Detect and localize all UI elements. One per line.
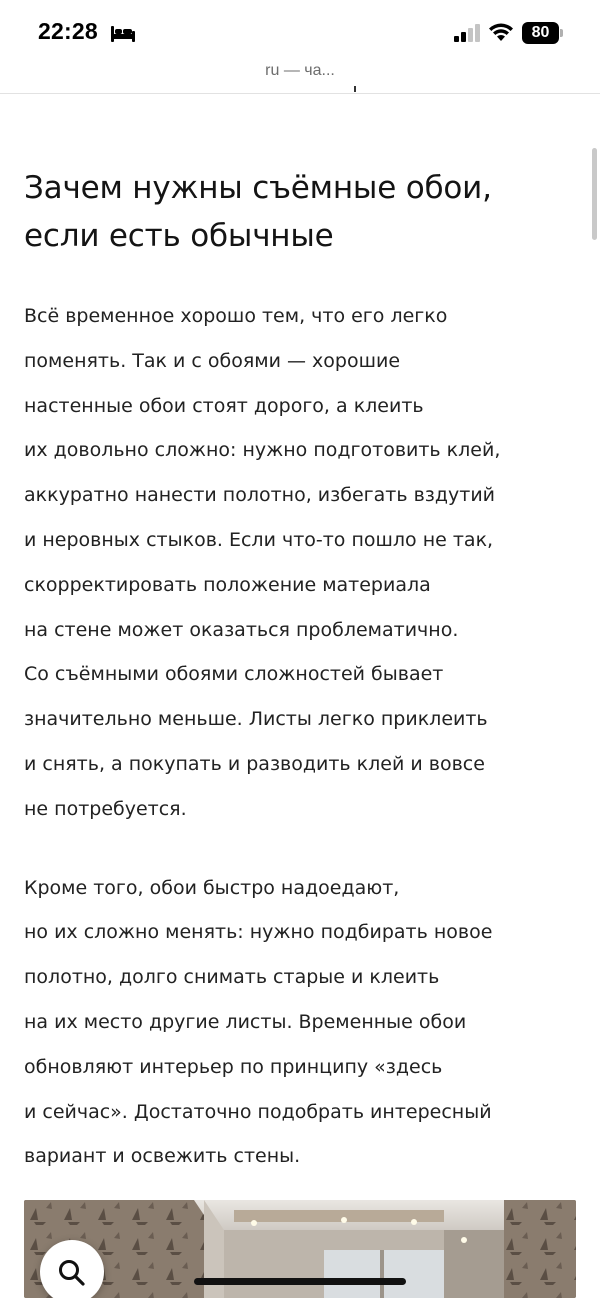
bed-icon	[111, 26, 135, 42]
paragraph-gap	[24, 832, 576, 866]
paragraph-line: не потребуется.	[24, 797, 187, 820]
paragraph-line: и снять, а покупать и разводить клей и вовсе	[24, 752, 485, 775]
search-button[interactable]	[40, 1240, 104, 1298]
paragraph-line: Всё временное хорошо тем, что его легко	[24, 305, 448, 327]
paragraph-line: полотно, долго снимать старые и клеить	[24, 966, 440, 989]
page-scrollbar[interactable]	[592, 148, 597, 240]
url-text[interactable]: ru — ча...	[265, 62, 335, 79]
url-bar[interactable]	[0, 56, 600, 86]
paragraph-line: Со съёмными обоями сложностей бывает	[24, 663, 444, 686]
article-body	[24, 164, 576, 1179]
article-paragraph-1	[24, 294, 576, 832]
heading-line: Зачем нужны съёмные обои,	[24, 170, 492, 206]
paragraph-line: настенные обои стоят дорого, а клеить	[24, 394, 424, 417]
paragraph-line: поменять. Так и с обоями — хорошие	[24, 349, 401, 372]
status-time: 22:28	[38, 18, 98, 44]
paragraph-line: обновляют интерьер по принципу «здесь	[24, 1055, 443, 1078]
paragraph-line: и неровных стыков. Если что-то пошло не так,	[24, 528, 494, 551]
paragraph-line: вариант и освежить стены.	[24, 1145, 301, 1168]
heading-line: если есть обычные	[24, 218, 334, 254]
paragraph-line: их довольно сложно: нужно подготовить клей,	[24, 439, 501, 462]
wifi-icon	[488, 22, 514, 42]
article-paragraph-2	[24, 866, 576, 1180]
paragraph-line: на их место другие листы. Временные обои	[24, 1010, 467, 1033]
paragraph-line: на стене может оказаться проблематично.	[24, 618, 459, 641]
status-bar	[0, 0, 600, 62]
paragraph-line: аккуратно нанести полотно, избегать вздутий	[24, 484, 496, 507]
search-icon	[57, 1258, 87, 1288]
paragraph-line: значительно меньше. Листы легко приклеить	[24, 708, 488, 731]
cellular-signal-icon	[454, 24, 482, 42]
article-heading	[24, 164, 576, 260]
header-divider	[0, 93, 600, 94]
paragraph-line: Кроме того, обои быстро надоедают,	[24, 876, 400, 899]
battery-icon	[522, 22, 564, 44]
paragraph-line: и сейчас». Достаточно подобрать интересный	[24, 1100, 492, 1123]
cut-off-text-fragment	[354, 86, 356, 92]
paragraph-line: но их сложно менять: нужно подбирать новое	[24, 921, 493, 944]
battery-cap	[560, 29, 563, 37]
home-indicator[interactable]	[194, 1278, 406, 1285]
battery-level-text: 80	[531, 24, 550, 41]
paragraph-line: скорректировать положение материала	[24, 573, 431, 596]
